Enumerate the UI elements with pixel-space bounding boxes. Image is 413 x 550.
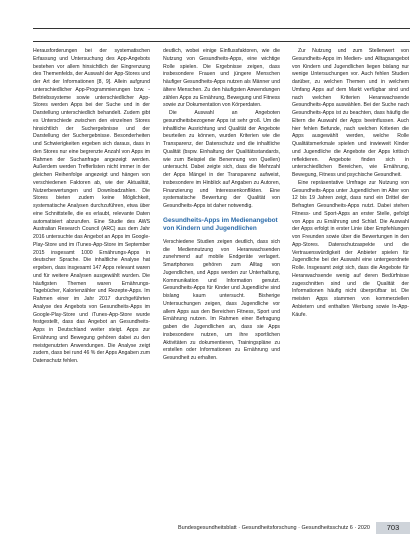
section-heading: Gesundheits-Apps im Medienangebot von Kindern und Jugendlichen — [163, 216, 278, 232]
paragraph: Die Auswahl an Angeboten gesundheitsbezogener Apps ist sehr groß. Um die inhaltliche Ausrichtung und Qualität der Angebote beurteilen zu können, wurden Kriterien wie die Transparenz, der Datenschutz und die inhaltliche Qualität (bspw. Einhaltung der Qualitätsstandards, wie zum Beispiel die Benennung von Quellen) untersucht. Dabei zeigte sich, dass die Mehrzahl der Apps Mängel in der Transparenz aufweist, insbesondere im Hinblick auf Angaben zu Autoren, Finanzierung und Interessenkonflikten. Eine systematische Bewertung der Qualität von Gesundheits-Apps ist daher notwendig. — [163, 110, 280, 209]
journal-citation: Bundesgesundheitsblatt · Gesundheitsforschung · Gesundheitsschutz 6 · 2020 — [177, 525, 370, 531]
paragraph: Zur Nutzung und zum Stellenwert von Gesundheits-Apps im Medien- und Alltagsangebot von Kindern und Jugendlichen liegen bislang nur wenige Untersuchungen vor. Auch fehlen Studien darüber, zu welchen Themen und in welchem Umfang Apps auf dem Markt verfügbar sind und nach welchen Kriterien Heranwachsende Gesundheits-Apps auswählen. Bei der Suche nach Gesundheits-Apps ist zu beachten, dass häufig die Eltern die Auswahl der Apps beeinflussen. Auch hier fehlen Befunde, nach welchen Kriterien die Apps ausgewählt werden, welche Rolle Qualitätsmerkmale spielen und inwieweit Kinder und Jugendliche die Angebote der Apps kritisch reflektieren. Angebote finden sich in unterschiedlichen Bereichen, wie Ernährung, Bewegung, Fitness und psychische Gesundheit. — [292, 48, 409, 178]
text-column-3 — [292, 48, 409, 319]
header-rule — [33, 28, 410, 42]
paragraph: Eine repräsentative Umfrage zur Nutzung von Gesundheits-Apps unter Jugendlichen im Alter von 12 bis 19 Jahren zeigt, dass rund ein Drittel der Befragten Gesundheits-Apps nutzt. Dabei stehen Fitness- und Sport-Apps an erster Stelle, gefolgt von Apps zu Ernährung und Schlaf. Die Auswahl der Apps erfolgt in erster Linie über Empfehlungen von Freunden sowie über die Bewertungen in den App-Stores. Datenschutzaspekte und die Vertrauenswürdigkeit der Anbieter spielen für Jugendliche bei der Auswahl eine untergeordnete Rolle. Insgesamt zeigt sich, dass die Angebote für Heranwachsende wenig auf deren Bedürfnisse zugeschnitten sind und die Qualität der Informationen häufig nicht überprüfbar ist. Die meisten Apps stammen von kommerziellen Anbietern und enthalten Werbung sowie In-App-Käufe. — [292, 179, 409, 318]
page-footer — [176, 521, 410, 535]
text-column-1 — [33, 48, 150, 366]
paragraph: deutlich, wobei einige Einflussfaktoren, wie die Nutzung von Gesundheits-Apps, eine wichtige Rolle spielen. Die Ergebnisse zeigen, dass insbesondere Frauen und jüngere Menschen häufiger Gesundheits-Apps nutzen als Männer und ältere Menschen. Zu den häufigsten Anwendungen zählen Apps zu Ernährung, Bewegung und Fitness sowie zur Dokumentation von Körperdaten. — [163, 48, 280, 109]
paragraph: Verschiedene Studien zeigen deutlich, dass sich die Mediennutzung von Heranwachsenden zunehmend auf mobile Endgeräte verlagert. Smartphones gehören zum Alltag von Jugendlichen, und Apps werden zur Unterhaltung, Kommunikation und Information genutzt. Gesundheits-Apps für Kinder und Jugendliche sind bislang kaum untersucht. Bisherige Untersuchungen zeigen, dass Jugendliche vor allem Apps aus den Bereichen Fitness, Sport und Ernährung nutzen. Im Rahmen einer Befragung gaben die Jugendlichen an, dass sie Apps insbesondere nutzen, um ihre sportlichen Aktivitäten zu dokumentieren, Trainingspläne zu erstellen oder Informationen zu Ernährung und Gesundheit zu erhalten. — [163, 238, 280, 361]
text-column-2 — [163, 48, 280, 363]
page-number: 703 — [376, 522, 410, 534]
paragraph: Herausforderungen bei der systematischen Erfassung und Untersuchung des App-Angebots bestehen vor allem hinsichtlich der Eingrenzung des Themenfelds, der Auswahl der App-Stores und der Art der Informationen [8, 9]. Allein aufgrund unterschiedlicher App-Programmierungen bzw. -Betriebssysteme sowie unterschiedlicher App-Stores werden Apps bei der Suche und in der Darstellung unterschiedlich behandelt. Zudem gibt es Unterschiede zwischen den einzelnen Stores hinsichtlich der Suchergebnisse und der Darstellung der Suchergebnisse. Besonderheiten und Schwierigkeiten ergeben sich daraus, dass in den Stores nur eine begrenzte Anzahl von Apps im Rahmen der Suchanfrage angezeigt werden. Außerdem werden Trefferlisten nicht immer in der gleichen Reihenfolge angezeigt und hängen von verschiedenen Faktoren ab, wie der Aktualität, Nutzerbewertungen und Downloadzahlen. Die Stores bieten zudem keine Möglichkeit, systematische Analysen durchzuführen, etwa über eine Schnittstelle, die es erlaubt, relevante Daten automatisiert abzurufen. Eine Studie des AWS Australian Research Council (ARC) aus dem Jahr 2016 untersuchte das Angebot an Apps im Google-Play-Store und im iTunes-App-Store im September 2015 insgesamt 1000 Ernährungs-Apps in deutscher Sprache. Die inhaltliche Analyse hat ergeben, dass insgesamt 147 Apps relevant waren und für weitere Analysen ausgewählt wurden. Die häufigsten Themen waren Ernährungs-Tagebücher, Kalorienzähler und Rezepte-Apps. Im Rahmen einer im Jahr 2017 durchgeführten Analyse des Angebots von Gesundheits-Apps im Google-Play-Store und iTunes-App-Store wurde festgestellt, dass das Angebot an Gesundheits-Apps in Deutschland weiter steigt. Apps zur Ernährung und Bewegung gehören dabei zu den meistgenutzten Anwendungen. Die Analyse zeigt zudem, dass bei rund 46 % der Apps Angaben zum Datenschutz fehlen. — [33, 48, 150, 364]
